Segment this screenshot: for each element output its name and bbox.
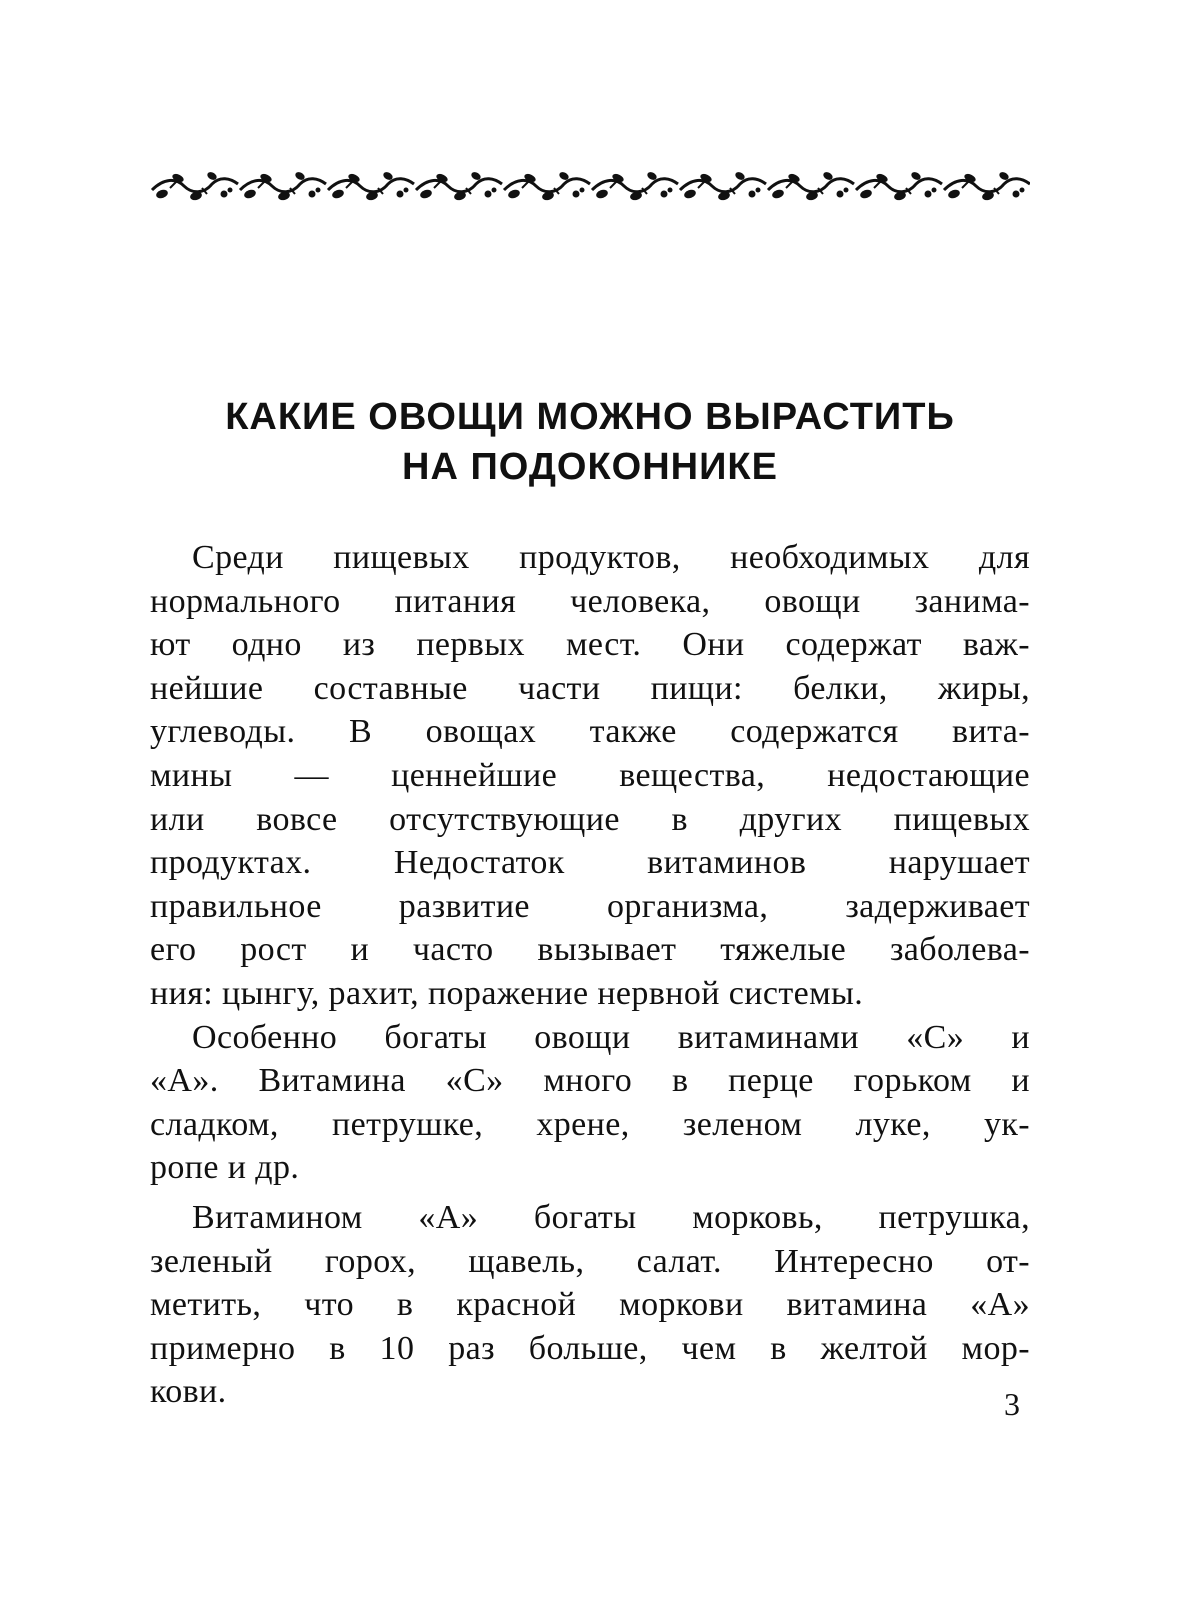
text-line: правильное развитие организма, задерживает — [150, 887, 1030, 925]
text-line: Среди пищевых продуктов, необходимых для — [192, 539, 1030, 576]
text-line: ния: цынгу, рахит, поражение нервной системы. — [150, 974, 864, 1012]
title-line-2: НА ПОДОКОННИКЕ — [402, 446, 778, 488]
title-line-1: КАКИЕ ОВОЩИ МОЖНО ВЫРАСТИТЬ — [225, 396, 955, 438]
text-line: ропе и др. — [150, 1149, 300, 1187]
text-line: зеленый горох, щавель, салат. Интересно от- — [150, 1242, 1030, 1280]
page-title — [150, 392, 1030, 492]
text-line: Витамином «А» богаты морковь, петрушка, — [192, 1198, 1030, 1236]
text-line: его рост и часто вызывает тяжелые заболева- — [150, 931, 1030, 969]
text-line: ют одно из первых мест. Они содержат важ- — [150, 626, 1030, 664]
text-line: «А». Витамина «С» много в перце горьком и — [150, 1062, 1030, 1100]
text-line: метить, что в красной моркови витамина «А» — [150, 1286, 1030, 1324]
text-line: мины — ценнейшие вещества, недостающие — [150, 756, 1030, 794]
text-line: углеводы. В овощах также содержатся вита- — [150, 713, 1030, 751]
text-line: сладком, петрушке, хрене, зеленом луке, ук- — [150, 1105, 1030, 1143]
text-line: продуктах. Недостаток витаминов нарушает — [150, 844, 1030, 882]
ornament-vine — [152, 170, 1030, 201]
text-line: нормального питания человека, овощи занима- — [150, 582, 1030, 620]
vine-border-icon — [150, 168, 1030, 204]
text-line: кови. — [150, 1373, 227, 1411]
text-line: примерно в 10 раз больше, чем в желтой мор- — [150, 1329, 1030, 1367]
text-line: или вовсе отсутствующие в других пищевых — [150, 800, 1030, 838]
body-text — [150, 536, 1030, 1414]
text-line: Особенно богаты овощи витаминами «С» и — [192, 1018, 1030, 1056]
page-number: 3 — [1004, 1386, 1020, 1422]
text-line: нейшие составные части пищи: белки, жиры, — [150, 669, 1030, 707]
